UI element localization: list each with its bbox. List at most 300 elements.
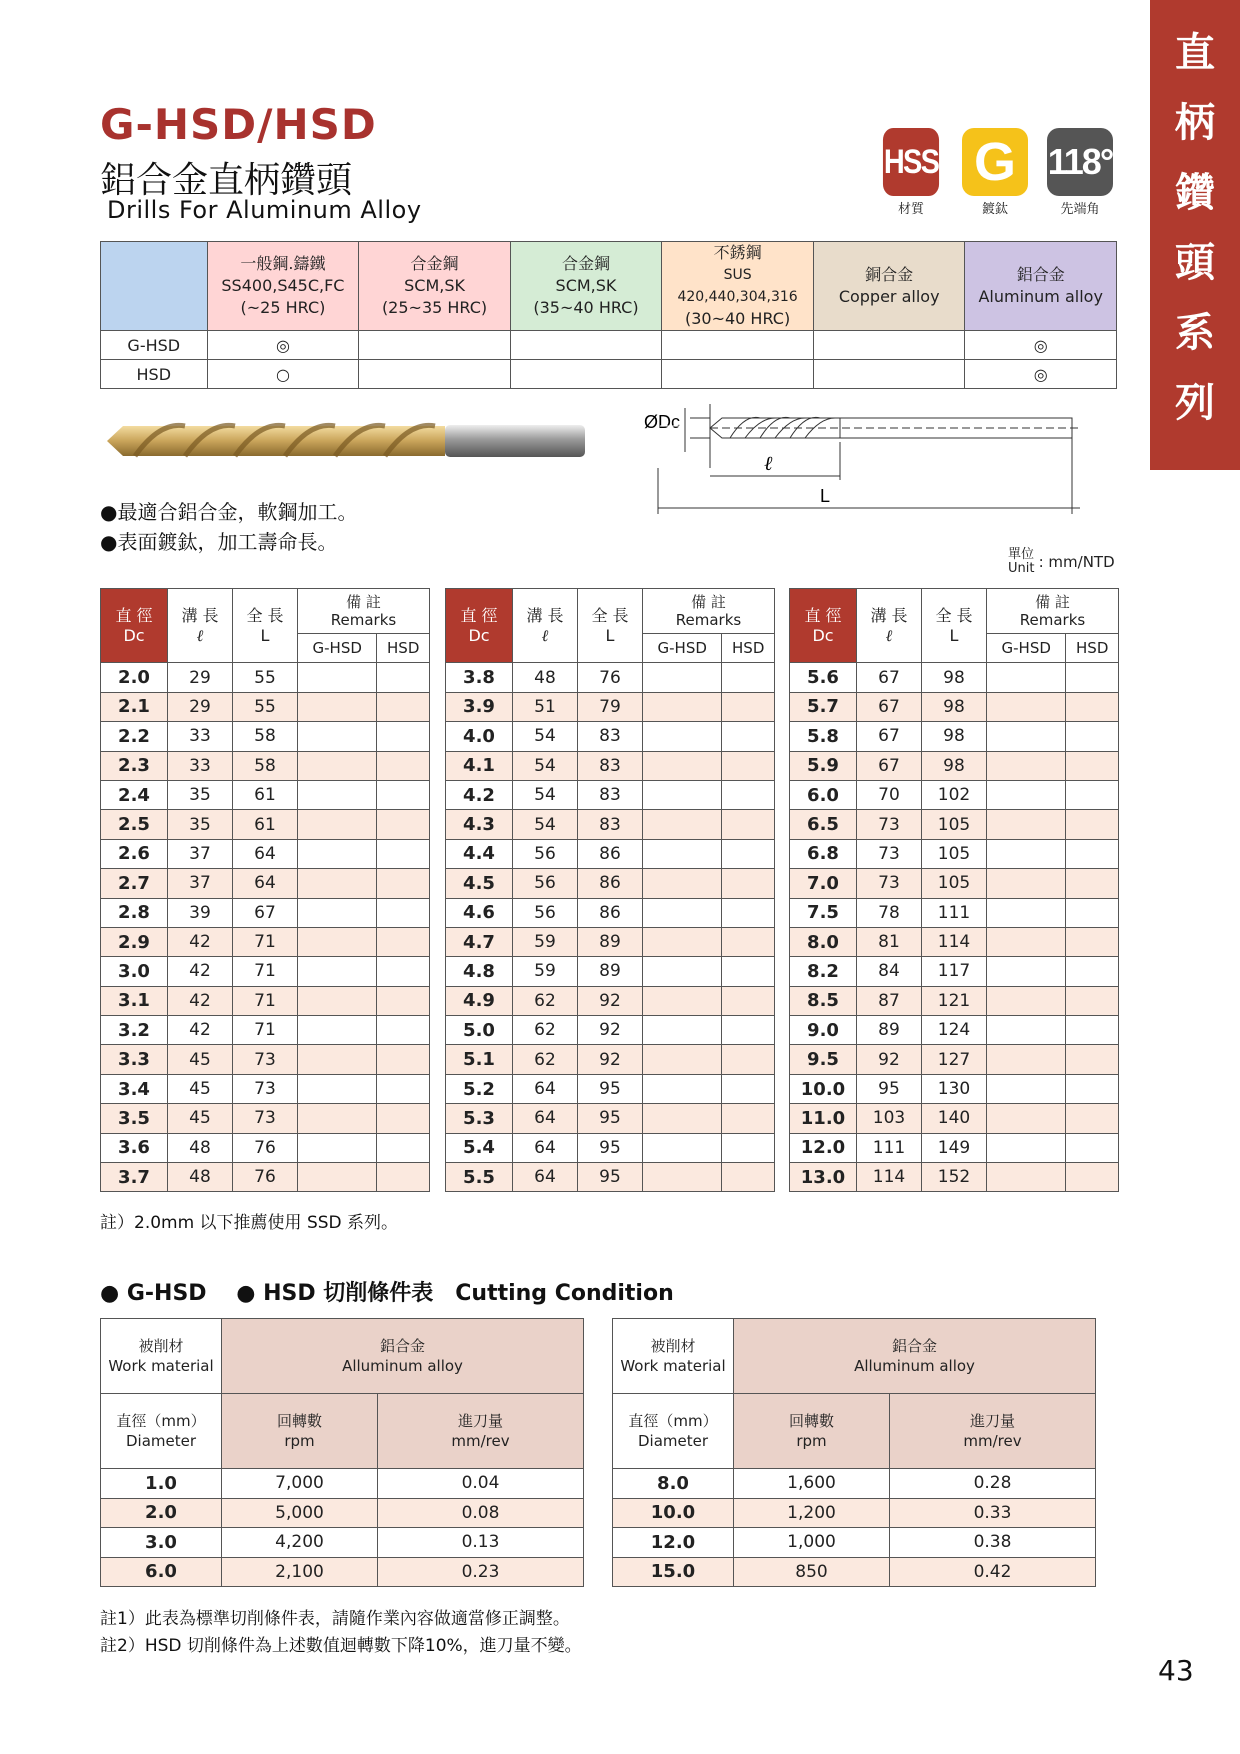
- flute-length-cell: 62: [513, 1016, 578, 1045]
- rpm-zh: 回轉數: [788, 1412, 834, 1430]
- remark-ghsd-cell: [987, 810, 1066, 839]
- feed-cell: 0.23: [378, 1557, 584, 1587]
- overall-length-cell: 71: [233, 1016, 298, 1045]
- remark-ghsd-cell: [987, 986, 1066, 1015]
- flute-length-cell: 48: [168, 1133, 233, 1162]
- table-row: [790, 1045, 1119, 1074]
- table-row: [790, 927, 1119, 956]
- diameter-en: Diameter: [125, 1432, 197, 1450]
- overall-length-header-zh: 全 長: [935, 605, 973, 625]
- remark-hsd-cell: [377, 927, 430, 956]
- table-row: [101, 1163, 430, 1192]
- flute-length-cell: 111: [857, 1133, 922, 1162]
- remark-hsd-cell: [722, 927, 775, 956]
- diameter-cell: 8.0: [613, 1469, 734, 1499]
- remark-hsd-cell: [1066, 957, 1119, 986]
- table-row: [101, 839, 430, 868]
- remark-hsd-cell: [722, 722, 775, 751]
- diameter-cell: 3.6: [101, 1133, 168, 1162]
- table-row: [446, 839, 775, 868]
- side-tab-char: 列: [1175, 380, 1215, 426]
- material-cell: [222, 1319, 584, 1394]
- suitability-mark: ◎: [965, 331, 1117, 360]
- remark-ghsd-cell: [298, 986, 377, 1015]
- remark-ghsd-cell: [298, 722, 377, 751]
- flute-length-cell: 33: [168, 722, 233, 751]
- rpm-en: rpm: [796, 1432, 827, 1450]
- overall-length-cell: 55: [233, 663, 298, 692]
- diameter-en: Diameter: [637, 1432, 709, 1450]
- flute-length-header-en: ℓ: [196, 625, 204, 645]
- diameter-cell: 2.2: [101, 722, 168, 751]
- remark-ghsd-cell: [643, 839, 722, 868]
- drill-dimension-diagram: [644, 396, 1090, 516]
- rpm-cell: 1,600: [734, 1469, 890, 1499]
- remarks-header: [298, 589, 430, 634]
- overall-length-cell: 86: [578, 869, 643, 898]
- remark-ghsd-cell: [987, 751, 1066, 780]
- overall-length-cell: 98: [922, 663, 987, 692]
- table-row: [446, 986, 775, 1015]
- overall-length-cell: 105: [922, 839, 987, 868]
- remarks-ghsd-header: G-HSD: [298, 634, 377, 663]
- suitability-mark: [813, 331, 964, 360]
- table-row: [101, 1104, 430, 1133]
- suitability-mark: [510, 331, 661, 360]
- remark-hsd-cell: [377, 1074, 430, 1103]
- overall-length-cell: 71: [233, 957, 298, 986]
- diameter-header-en: Dc: [123, 625, 145, 645]
- feed-en: mm/rev: [963, 1432, 1022, 1450]
- page-title: G-HSD/HSD: [100, 100, 377, 149]
- overall-length-cell: 83: [578, 722, 643, 751]
- remark-hsd-cell: [377, 780, 430, 809]
- product-name: HSD: [101, 360, 208, 389]
- feature-bullet: ●最適合鋁合金，軟鋼加工。: [100, 500, 358, 524]
- remarks-hsd-header: HSD: [1066, 634, 1119, 663]
- table-row: [101, 1045, 430, 1074]
- material-name: 鋁合金: [1016, 265, 1065, 284]
- diameter-cell: 3.0: [101, 957, 168, 986]
- remark-ghsd-cell: [987, 780, 1066, 809]
- feed-header: [378, 1394, 584, 1469]
- diameter-cell: 10.0: [790, 1074, 857, 1103]
- work-material-en: Work material: [108, 1357, 214, 1375]
- remark-ghsd-cell: [298, 1104, 377, 1133]
- material-cell: [734, 1319, 1096, 1394]
- flute-length-label: ℓ: [764, 451, 773, 475]
- material-grade: SS400,S45C,FC: [221, 276, 345, 295]
- remark-hsd-cell: [377, 1163, 430, 1192]
- page-title-chinese: 鋁合金直柄鑽頭: [100, 160, 353, 201]
- suitability-mark: ◎: [965, 360, 1117, 389]
- remark-ghsd-cell: [643, 986, 722, 1015]
- table-row: [446, 957, 775, 986]
- table-row: [790, 898, 1119, 927]
- flute-length-cell: 42: [168, 986, 233, 1015]
- cutting-condition-table: [612, 1318, 1096, 1587]
- table-row: [101, 810, 430, 839]
- work-material-header: [101, 1319, 222, 1394]
- diameter-cell: 15.0: [613, 1557, 734, 1587]
- diameter-cell: 5.7: [790, 692, 857, 721]
- remark-hsd-cell: [1066, 810, 1119, 839]
- overall-length-cell: 89: [578, 927, 643, 956]
- remark-ghsd-cell: [643, 927, 722, 956]
- diameter-zh: 直徑（mm）: [116, 1412, 206, 1430]
- remark-hsd-cell: [1066, 898, 1119, 927]
- suitability-mark: ○: [207, 360, 359, 389]
- table-row: [613, 1469, 1096, 1499]
- remarks-header-zh: 備 註: [346, 593, 381, 611]
- flute-length-cell: 64: [513, 1133, 578, 1162]
- remark-hsd-cell: [377, 692, 430, 721]
- diameter-cell: 4.7: [446, 927, 513, 956]
- flute-length-cell: 84: [857, 957, 922, 986]
- remark-hsd-cell: [722, 1016, 775, 1045]
- remark-hsd-cell: [722, 986, 775, 1015]
- remark-hsd-cell: [377, 722, 430, 751]
- flute-length-cell: 70: [857, 780, 922, 809]
- overall-length-cell: 95: [578, 1074, 643, 1103]
- remark-ghsd-cell: [643, 751, 722, 780]
- remark-hsd-cell: [1066, 722, 1119, 751]
- remark-ghsd-cell: [643, 1045, 722, 1074]
- overall-length-cell: 71: [233, 986, 298, 1015]
- material-en: Alluminum alloy: [854, 1357, 975, 1375]
- rpm-cell: 850: [734, 1557, 890, 1587]
- point-angle-badge: 118°: [1047, 128, 1113, 196]
- remark-hsd-cell: [377, 1104, 430, 1133]
- flute-length-cell: 35: [168, 810, 233, 839]
- overall-length-header-en: L: [260, 625, 270, 645]
- remark-hsd-cell: [1066, 1163, 1119, 1192]
- remark-hsd-cell: [377, 869, 430, 898]
- overall-length-cell: 105: [922, 869, 987, 898]
- material-grade: SUS 420,440,304,316: [677, 267, 798, 305]
- drill-product-image: [105, 416, 595, 466]
- overall-length-cell: 55: [233, 692, 298, 721]
- diameter-cell: 2.8: [101, 898, 168, 927]
- diameter-cell: 10.0: [613, 1498, 734, 1528]
- material-hss-badge: HSS: [883, 128, 939, 196]
- table-row: [790, 986, 1119, 1015]
- diameter-cell: 6.8: [790, 839, 857, 868]
- flute-length-cell: 62: [513, 986, 578, 1015]
- product-name: G-HSD: [101, 331, 208, 360]
- overall-length-cell: 92: [578, 1045, 643, 1074]
- overall-length-cell: 61: [233, 810, 298, 839]
- flute-length-cell: 73: [857, 869, 922, 898]
- remark-hsd-cell: [1066, 1045, 1119, 1074]
- diameter-cell: 5.3: [446, 1104, 513, 1133]
- suitability-mark: [359, 331, 510, 360]
- overall-length-cell: 64: [233, 839, 298, 868]
- overall-length-cell: 95: [578, 1104, 643, 1133]
- remark-hsd-cell: [722, 663, 775, 692]
- remarks-ghsd-header: G-HSD: [987, 634, 1066, 663]
- diameter-cell: 3.9: [446, 692, 513, 721]
- diameter-cell: 8.2: [790, 957, 857, 986]
- diameter-cell: 2.0: [101, 663, 168, 692]
- dimension-table: [445, 588, 775, 1192]
- remark-ghsd-cell: [643, 780, 722, 809]
- overall-length-cell: 111: [922, 898, 987, 927]
- suitability-mark: [662, 331, 814, 360]
- diameter-header: [101, 589, 168, 663]
- diameter-header-zh: 直 徑: [460, 605, 498, 625]
- overall-length-cell: 58: [233, 751, 298, 780]
- feed-en: mm/rev: [451, 1432, 510, 1450]
- remark-ghsd-cell: [298, 1133, 377, 1162]
- overall-length-cell: 89: [578, 957, 643, 986]
- remark-ghsd-cell: [643, 722, 722, 751]
- overall-length-cell: 149: [922, 1133, 987, 1162]
- overall-length-cell: 76: [233, 1133, 298, 1162]
- remark-ghsd-cell: [987, 839, 1066, 868]
- remark-hsd-cell: [1066, 1074, 1119, 1103]
- material-hardness: (25~35 HRC): [381, 298, 488, 317]
- diameter-cell: 9.5: [790, 1045, 857, 1074]
- flute-length-header-en: ℓ: [541, 625, 549, 645]
- flute-length-cell: 92: [857, 1045, 922, 1074]
- flute-length-cell: 42: [168, 957, 233, 986]
- material-name: 不銹鋼: [713, 243, 762, 262]
- flute-length-cell: 103: [857, 1104, 922, 1133]
- table-row: [101, 663, 430, 692]
- badge-caption: 鍍鈦: [981, 202, 1008, 217]
- diameter-cell: 9.0: [790, 1016, 857, 1045]
- overall-length-cell: 124: [922, 1016, 987, 1045]
- feed-cell: 0.04: [378, 1469, 584, 1499]
- diameter-cell: 11.0: [790, 1104, 857, 1133]
- diameter-cell: 5.8: [790, 722, 857, 751]
- flute-length-cell: 29: [168, 692, 233, 721]
- overall-length-header-en: L: [605, 625, 615, 645]
- page-number: 43: [1158, 1654, 1194, 1687]
- flute-length-cell: 45: [168, 1104, 233, 1133]
- badge-caption: 材質: [897, 202, 924, 217]
- flute-length-cell: 35: [168, 780, 233, 809]
- table-row: [790, 1163, 1119, 1192]
- dimension-table: [789, 588, 1119, 1192]
- table-row: [790, 751, 1119, 780]
- table-row: [101, 957, 430, 986]
- remark-hsd-cell: [722, 869, 775, 898]
- table-row: [101, 898, 430, 927]
- table-row: [790, 1133, 1119, 1162]
- diameter-cell: 2.0: [101, 1498, 222, 1528]
- cutting-note: 註2）HSD 切削條件為上述數值迴轉數下降10%，進刀量不變。: [100, 1636, 582, 1656]
- diameter-cell: 2.9: [101, 927, 168, 956]
- flute-length-cell: 54: [513, 780, 578, 809]
- remark-hsd-cell: [1066, 663, 1119, 692]
- flute-length-cell: 29: [168, 663, 233, 692]
- remark-hsd-cell: [1066, 927, 1119, 956]
- series-side-tab: [1150, 0, 1240, 470]
- material-header: [965, 242, 1117, 331]
- suitability-mark: [359, 360, 510, 389]
- flute-length-cell: 54: [513, 722, 578, 751]
- diameter-cell: 3.5: [101, 1104, 168, 1133]
- flute-length-cell: 114: [857, 1163, 922, 1192]
- overall-length-cell: 130: [922, 1074, 987, 1103]
- feed-cell: 0.28: [890, 1469, 1096, 1499]
- diameter-cell: 12.0: [613, 1528, 734, 1558]
- remark-ghsd-cell: [987, 722, 1066, 751]
- diameter-cell: 4.2: [446, 780, 513, 809]
- overall-length-cell: 83: [578, 810, 643, 839]
- overall-length-cell: 73: [233, 1045, 298, 1074]
- table-row: [101, 1133, 430, 1162]
- overall-length-header: [578, 589, 643, 663]
- remark-hsd-cell: [377, 1133, 430, 1162]
- overall-length-cell: 73: [233, 1104, 298, 1133]
- table-row: [101, 780, 430, 809]
- overall-length-header: [233, 589, 298, 663]
- diameter-cell: 2.6: [101, 839, 168, 868]
- diameter-cell: 4.1: [446, 751, 513, 780]
- material-zh: 鋁合金: [891, 1337, 937, 1355]
- remark-ghsd-cell: [987, 1133, 1066, 1162]
- flute-length-cell: 67: [857, 722, 922, 751]
- overall-length-cell: 92: [578, 986, 643, 1015]
- remark-ghsd-cell: [987, 957, 1066, 986]
- remarks-header: [987, 589, 1119, 634]
- table-row: [101, 1469, 584, 1499]
- suitability-mark: ◎: [207, 331, 359, 360]
- remark-hsd-cell: [722, 810, 775, 839]
- diameter-cell: 5.5: [446, 1163, 513, 1192]
- diameter-cell: 3.7: [101, 1163, 168, 1192]
- table-row: [790, 1016, 1119, 1045]
- feed-zh: 進刀量: [969, 1412, 1015, 1430]
- page-subtitle: Drills For Aluminum Alloy: [107, 196, 422, 224]
- diameter-cell: 7.0: [790, 869, 857, 898]
- rpm-cell: 5,000: [222, 1498, 378, 1528]
- material-compatibility-table: [100, 241, 1117, 389]
- diameter-cell: 4.8: [446, 957, 513, 986]
- table-row: [446, 1104, 775, 1133]
- overall-length-cell: 105: [922, 810, 987, 839]
- overall-length-cell: 98: [922, 751, 987, 780]
- table-row: [790, 869, 1119, 898]
- table-row: [446, 1016, 775, 1045]
- remark-hsd-cell: [722, 751, 775, 780]
- side-tab-char: 頭: [1175, 240, 1215, 286]
- work-material-header: [613, 1319, 734, 1394]
- table-row: [101, 1528, 584, 1558]
- side-tab-char: 直: [1175, 30, 1215, 76]
- remark-ghsd-cell: [643, 663, 722, 692]
- remark-hsd-cell: [1066, 839, 1119, 868]
- remark-ghsd-cell: [298, 1045, 377, 1074]
- diameter-cell: 3.4: [101, 1074, 168, 1103]
- diameter-cell: 3.0: [101, 1528, 222, 1558]
- table-row: [101, 1016, 430, 1045]
- remark-ghsd-cell: [643, 1104, 722, 1133]
- remark-ghsd-cell: [298, 1016, 377, 1045]
- remarks-header-zh: 備 註: [691, 593, 726, 611]
- flute-length-cell: 48: [168, 1163, 233, 1192]
- remark-ghsd-cell: [987, 898, 1066, 927]
- rpm-header: [222, 1394, 378, 1469]
- overall-length-cell: 76: [578, 663, 643, 692]
- diameter-cell: 5.2: [446, 1074, 513, 1103]
- flute-length-cell: 42: [168, 927, 233, 956]
- flute-length-header-en: ℓ: [885, 625, 893, 645]
- feature-bullet: ●表面鍍鈦，加工壽命長。: [100, 530, 338, 554]
- remark-ghsd-cell: [643, 898, 722, 927]
- remark-ghsd-cell: [987, 1074, 1066, 1103]
- remarks-hsd-header: HSD: [722, 634, 775, 663]
- diameter-cell: 4.6: [446, 898, 513, 927]
- diameter-cell: 2.7: [101, 869, 168, 898]
- remark-ghsd-cell: [298, 1163, 377, 1192]
- diameter-cell: 5.9: [790, 751, 857, 780]
- flute-length-cell: 89: [857, 1016, 922, 1045]
- remarks-header-en: Remarks: [1019, 611, 1086, 629]
- remark-ghsd-cell: [987, 927, 1066, 956]
- remark-hsd-cell: [722, 1104, 775, 1133]
- table-row: [446, 780, 775, 809]
- overall-length-cell: 98: [922, 722, 987, 751]
- flute-length-header: [168, 589, 233, 663]
- flute-length-cell: 64: [513, 1074, 578, 1103]
- diameter-header: [790, 589, 857, 663]
- flute-length-cell: 73: [857, 839, 922, 868]
- table-row: [101, 1498, 584, 1528]
- work-material-zh: 被削材: [138, 1337, 184, 1355]
- remark-ghsd-cell: [643, 957, 722, 986]
- feed-zh: 進刀量: [457, 1412, 503, 1430]
- remark-hsd-cell: [722, 1163, 775, 1192]
- table-row: [446, 869, 775, 898]
- remark-hsd-cell: [722, 1074, 775, 1103]
- material-name: 合金鋼: [561, 254, 610, 273]
- diameter-cell: 3.2: [101, 1016, 168, 1045]
- overall-length-label: L: [820, 486, 831, 506]
- diameter-header-zh: 直 徑: [804, 605, 842, 625]
- flute-length-cell: 56: [513, 839, 578, 868]
- overall-length-cell: 86: [578, 839, 643, 868]
- rpm-header: [734, 1394, 890, 1469]
- remark-ghsd-cell: [298, 869, 377, 898]
- unit-value: : mm/NTD: [1038, 553, 1115, 571]
- remark-ghsd-cell: [643, 1016, 722, 1045]
- material-zh: 鋁合金: [379, 1337, 425, 1355]
- remark-hsd-cell: [1066, 780, 1119, 809]
- table-row: [613, 1498, 1096, 1528]
- diameter-zh: 直徑（mm）: [628, 1412, 718, 1430]
- material-hardness: (~25 HRC): [240, 298, 326, 317]
- overall-length-header-zh: 全 長: [591, 605, 629, 625]
- flute-length-header: [857, 589, 922, 663]
- flute-length-cell: 54: [513, 751, 578, 780]
- overall-length-cell: 117: [922, 957, 987, 986]
- flute-length-cell: 54: [513, 810, 578, 839]
- diameter-header: [446, 589, 513, 663]
- material-name: 銅合金: [865, 265, 914, 284]
- table-row: [446, 722, 775, 751]
- diameter-cell: 8.5: [790, 986, 857, 1015]
- unit-label-en: Unit: [1008, 561, 1035, 576]
- remark-hsd-cell: [377, 1045, 430, 1074]
- flute-length-cell: 39: [168, 898, 233, 927]
- table-row: [101, 927, 430, 956]
- diameter-cell: 4.4: [446, 839, 513, 868]
- overall-length-header-en: L: [949, 625, 959, 645]
